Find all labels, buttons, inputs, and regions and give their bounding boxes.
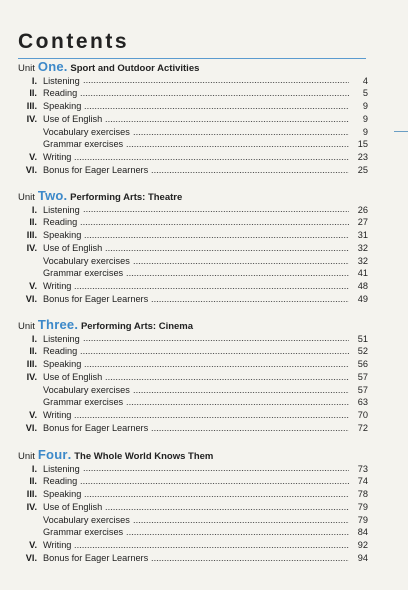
unit-number: One	[37, 59, 64, 74]
page-title: Contents	[18, 30, 129, 53]
page-number: 27	[357, 217, 368, 228]
roman-numeral: IV.	[26, 113, 37, 124]
toc-entry[interactable]	[18, 345, 368, 358]
roman-numeral: II.	[29, 476, 37, 487]
toc-entry[interactable]	[18, 293, 368, 306]
entry-label: Grammar exercises	[43, 268, 124, 279]
page-number: 73	[357, 463, 368, 474]
unit-word: Unit	[18, 63, 35, 74]
dot-leader	[83, 470, 349, 471]
dot-leader	[80, 483, 349, 484]
toc-entry[interactable]	[18, 87, 368, 100]
toc-entry[interactable]	[18, 113, 368, 126]
page-number: 31	[357, 230, 368, 241]
page-number: 26	[357, 204, 368, 215]
roman-numeral: III.	[26, 101, 37, 112]
toc-entry[interactable]	[18, 229, 368, 242]
dot-leader	[105, 121, 349, 122]
toc-entry[interactable]	[18, 371, 368, 384]
page-number: 57	[357, 371, 368, 382]
entry-label: Use of English	[43, 371, 103, 382]
toc-entry[interactable]	[18, 267, 368, 280]
dot-leader	[133, 263, 349, 264]
roman-numeral: VI.	[25, 553, 37, 564]
dot-leader	[84, 366, 349, 367]
unit-section	[18, 448, 368, 565]
roman-numeral: I.	[31, 463, 37, 474]
toc-entry[interactable]	[18, 126, 368, 139]
dot-leader	[151, 301, 349, 302]
page-number: 4	[362, 75, 368, 86]
entry-label: Use of English	[43, 242, 103, 253]
roman-numeral: II.	[29, 88, 37, 99]
entry-label: Speaking	[43, 359, 82, 370]
page-number: 74	[357, 476, 368, 487]
unit-separator: .	[63, 59, 68, 74]
page-number: 56	[357, 359, 368, 370]
entry-label: Bonus for Eager Learners	[43, 423, 149, 434]
entry-label: Vocabulary exercises	[43, 514, 130, 525]
toc-entry[interactable]	[18, 255, 368, 268]
roman-numeral: I.	[31, 204, 37, 215]
entry-label: Writing	[43, 410, 72, 421]
entry-label: Bonus for Eager Learners	[43, 165, 149, 176]
page-number: 79	[357, 514, 368, 525]
roman-numeral: III.	[26, 230, 37, 241]
page-number: 52	[357, 346, 368, 357]
toc-entry[interactable]	[18, 358, 368, 371]
roman-numeral: V.	[29, 281, 37, 292]
unit-number: Three	[37, 317, 75, 332]
roman-numeral: VI.	[25, 423, 37, 434]
dot-leader	[83, 340, 349, 341]
roman-numeral: V.	[29, 540, 37, 551]
dot-leader	[84, 108, 349, 109]
dot-leader	[126, 404, 349, 405]
toc-entry[interactable]	[18, 164, 368, 177]
toc-entry[interactable]	[18, 409, 368, 422]
page-number: 5	[362, 88, 368, 99]
unit-section	[18, 318, 368, 435]
unit-title: Sport and Outdoor Activities	[70, 63, 200, 74]
page-number: 9	[362, 126, 368, 137]
unit-section	[18, 60, 368, 177]
entry-label: Reading	[43, 476, 78, 487]
entry-label: Grammar exercises	[43, 527, 124, 538]
toc-entry[interactable]	[18, 75, 368, 88]
dot-leader	[151, 560, 349, 561]
unit-word: Unit	[18, 451, 35, 462]
unit-heading	[18, 189, 368, 203]
dot-leader	[80, 353, 349, 354]
dot-leader	[80, 95, 349, 96]
entry-label: Grammar exercises	[43, 397, 124, 408]
page-number: 32	[357, 242, 368, 253]
dot-leader	[151, 430, 349, 431]
toc-entry[interactable]	[18, 475, 368, 488]
toc-entry[interactable]	[18, 138, 368, 151]
dot-leader	[126, 534, 349, 535]
roman-numeral: II.	[29, 217, 37, 228]
entry-label: Speaking	[43, 489, 82, 500]
unit-title: The Whole World Knows Them	[74, 451, 214, 462]
page-number: 48	[357, 281, 368, 292]
toc-entry[interactable]	[18, 100, 368, 113]
toc-entry[interactable]	[18, 422, 368, 435]
roman-numeral: IV.	[26, 501, 37, 512]
page-number: 9	[362, 101, 368, 112]
toc-entry[interactable]	[18, 526, 368, 539]
dot-leader	[84, 237, 349, 238]
roman-numeral: IV.	[26, 242, 37, 253]
toc-entry[interactable]	[18, 539, 368, 552]
dot-leader	[133, 392, 349, 393]
roman-numeral: VI.	[25, 294, 37, 305]
dot-leader	[74, 417, 349, 418]
entry-label: Vocabulary exercises	[43, 384, 130, 395]
entry-label: Writing	[43, 152, 72, 163]
unit-heading	[18, 318, 368, 332]
page-number: 78	[357, 489, 368, 500]
page-number: 25	[357, 165, 368, 176]
page-number: 84	[357, 527, 368, 538]
dot-leader	[133, 134, 349, 135]
roman-numeral: IV.	[26, 371, 37, 382]
entry-label: Listening	[43, 463, 80, 474]
toc-entry[interactable]	[18, 463, 368, 476]
roman-numeral: III.	[26, 489, 37, 500]
toc-entry[interactable]	[18, 151, 368, 164]
dot-leader	[74, 159, 349, 160]
unit-separator: .	[63, 188, 68, 203]
entry-label: Use of English	[43, 501, 103, 512]
dot-leader	[84, 496, 349, 497]
entry-label: Listening	[43, 204, 80, 215]
toc-entry[interactable]	[18, 396, 368, 409]
entry-label: Vocabulary exercises	[43, 255, 130, 266]
entry-label: Reading	[43, 346, 78, 357]
toc-entry[interactable]	[18, 204, 368, 217]
roman-numeral: V.	[29, 410, 37, 421]
dot-leader	[83, 211, 349, 212]
page-number: 41	[357, 268, 368, 279]
roman-numeral: I.	[31, 75, 37, 86]
page-number: 79	[357, 501, 368, 512]
unit-word: Unit	[18, 192, 35, 203]
entry-label: Listening	[43, 333, 80, 344]
dot-leader	[80, 224, 349, 225]
unit-word: Unit	[18, 321, 35, 332]
page-number: 23	[357, 152, 368, 163]
unit-heading	[18, 448, 368, 462]
toc-entry[interactable]	[18, 488, 368, 501]
title-rule	[18, 58, 366, 59]
page-number: 49	[357, 294, 368, 305]
entry-label: Bonus for Eager Learners	[43, 294, 149, 305]
unit-number: Four	[37, 447, 68, 462]
unit-number: Two	[37, 188, 64, 203]
toc-entry[interactable]	[18, 333, 368, 346]
dot-leader	[105, 379, 349, 380]
entry-label: Grammar exercises	[43, 139, 124, 150]
entry-label: Writing	[43, 540, 72, 551]
unit-heading	[18, 60, 368, 74]
entry-label: Use of English	[43, 113, 103, 124]
toc-entry[interactable]	[18, 514, 368, 527]
toc-entry[interactable]	[18, 280, 368, 293]
unit-title: Performing Arts: Cinema	[80, 321, 194, 332]
dot-leader	[105, 509, 349, 510]
page-number: 63	[357, 397, 368, 408]
dot-leader	[74, 288, 349, 289]
dot-leader	[151, 172, 349, 173]
entry-label: Vocabulary exercises	[43, 126, 130, 137]
page-number: 94	[357, 553, 368, 564]
page-number: 72	[357, 423, 368, 434]
toc-entry[interactable]	[18, 384, 368, 397]
entry-label: Reading	[43, 217, 78, 228]
dot-leader	[74, 547, 349, 548]
page-number: 15	[357, 139, 368, 150]
page-number: 70	[357, 410, 368, 421]
toc-entry[interactable]	[18, 242, 368, 255]
page-number: 51	[357, 333, 368, 344]
toc-entry[interactable]	[18, 552, 368, 565]
dot-leader	[83, 82, 349, 83]
toc-entry[interactable]	[18, 501, 368, 514]
entry-label: Speaking	[43, 101, 82, 112]
page-number: 92	[357, 540, 368, 551]
roman-numeral: V.	[29, 152, 37, 163]
entry-label: Reading	[43, 88, 78, 99]
dot-leader	[126, 275, 349, 276]
dot-leader	[105, 250, 349, 251]
entry-label: Bonus for Eager Learners	[43, 553, 149, 564]
roman-numeral: II.	[29, 346, 37, 357]
unit-separator: .	[67, 447, 72, 462]
page-number: 9	[362, 113, 368, 124]
roman-numeral: VI.	[25, 165, 37, 176]
roman-numeral: III.	[26, 359, 37, 370]
page-number: 57	[357, 384, 368, 395]
unit-title: Performing Arts: Theatre	[70, 192, 183, 203]
toc-entry[interactable]	[18, 216, 368, 229]
unit-section	[18, 189, 368, 306]
dot-leader	[133, 522, 349, 523]
unit-separator: .	[74, 317, 78, 332]
roman-numeral: I.	[31, 333, 37, 344]
entry-label: Speaking	[43, 230, 82, 241]
page-number: 32	[357, 255, 368, 266]
dot-leader	[126, 146, 349, 147]
entry-label: Writing	[43, 281, 72, 292]
page-edge-mark	[394, 131, 408, 132]
entry-label: Listening	[43, 75, 80, 86]
